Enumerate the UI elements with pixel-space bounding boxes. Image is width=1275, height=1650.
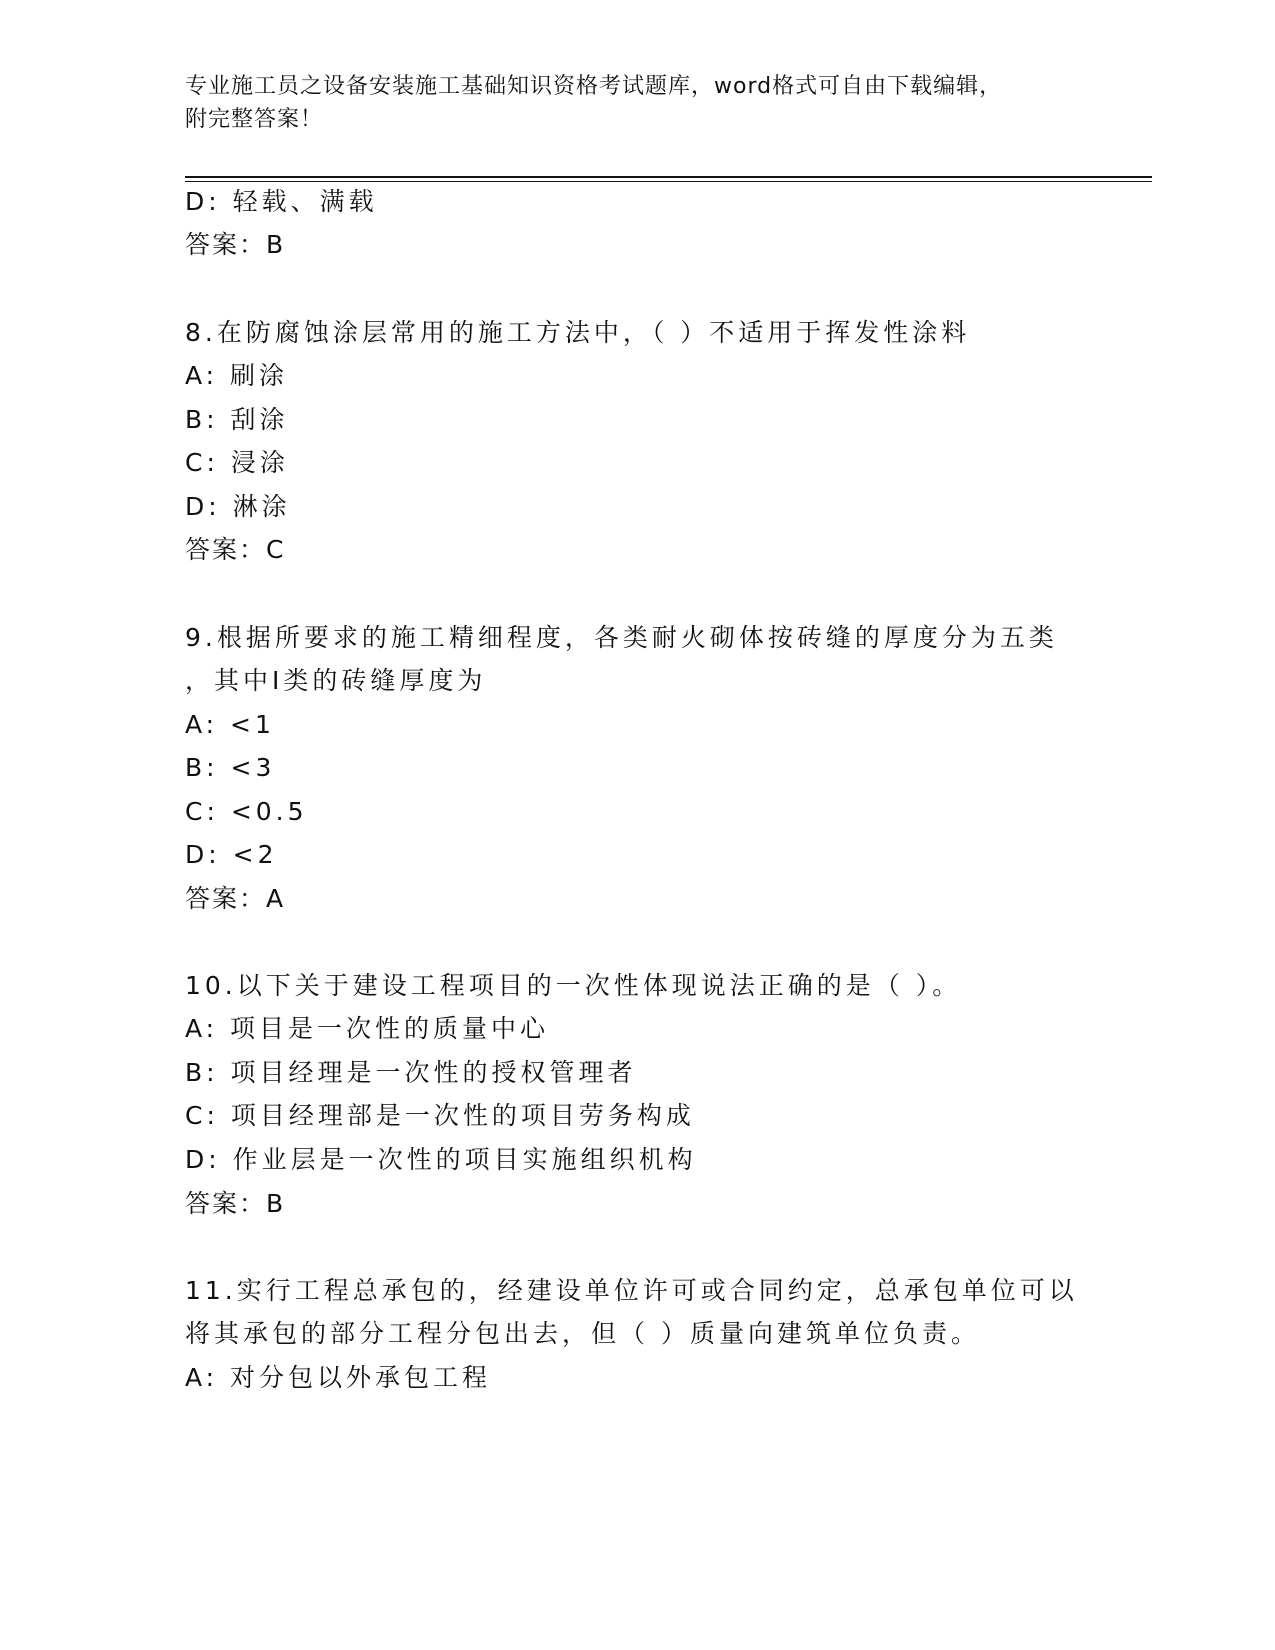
prev-answer: 答案：B (185, 230, 286, 259)
question-10-stem: 10.以下关于建设工程项目的一次性体现说法正确的是（ ）。 (185, 971, 962, 1000)
question-8-stem: 8.在防腐蚀涂层常用的施工方法中，（ ）不适用于挥发性涂料 (185, 318, 971, 347)
prev-option-d: D: 轻载、满载 (185, 187, 378, 216)
document-header (185, 70, 1085, 136)
question-9-option-a: A: <1 (185, 710, 275, 739)
question-8-option-d: D: 淋涂 (185, 492, 291, 521)
question-9-option-b: B: <3 (185, 753, 276, 782)
question-8-option-a: A: 刷涂 (185, 361, 289, 390)
header-divider-thin (185, 181, 1152, 182)
question-11-stem-line-2: 将其承包的部分工程分包出去，但（ ）质量向建筑单位负责。 (185, 1319, 980, 1348)
question-9-answer: 答案：A (185, 884, 286, 913)
question-10-option-b: B: 项目经理是一次性的授权管理者 (185, 1058, 637, 1087)
header-line-2: 附完整答案！ (185, 107, 324, 132)
question-11-stem-line-1: 11.实行工程总承包的，经建设单位许可或合同约定，总承包单位可以 (185, 1276, 1078, 1305)
question-9-stem-line-1: 9.根据所要求的施工精细程度，各类耐火砌体按砖缝的厚度分为五类 (185, 623, 1058, 652)
question-9-stem-line-2: ，其中I类的砖缝厚度为 (185, 666, 487, 695)
question-9-option-d: D: <2 (185, 840, 278, 869)
header-line-1: 专业施工员之设备安装施工基础知识资格考试题库，word格式可自由下载编辑， (185, 74, 1003, 99)
question-9-option-c: C: <0.5 (185, 797, 308, 826)
question-10-option-d: D: 作业层是一次性的项目实施组织机构 (185, 1145, 697, 1174)
question-10-option-c: C: 项目经理部是一次性的项目劳务构成 (185, 1101, 695, 1130)
header-divider-thick (185, 176, 1152, 178)
question-8-option-c: C: 浸涂 (185, 448, 289, 477)
question-10-answer: 答案：B (185, 1189, 286, 1218)
question-8-option-b: B: 刮涂 (185, 405, 289, 434)
question-10-option-a: A: 项目是一次性的质量中心 (185, 1014, 550, 1043)
question-8-answer: 答案：C (185, 535, 286, 564)
question-11-option-a: A: 对分包以外承包工程 (185, 1363, 492, 1392)
